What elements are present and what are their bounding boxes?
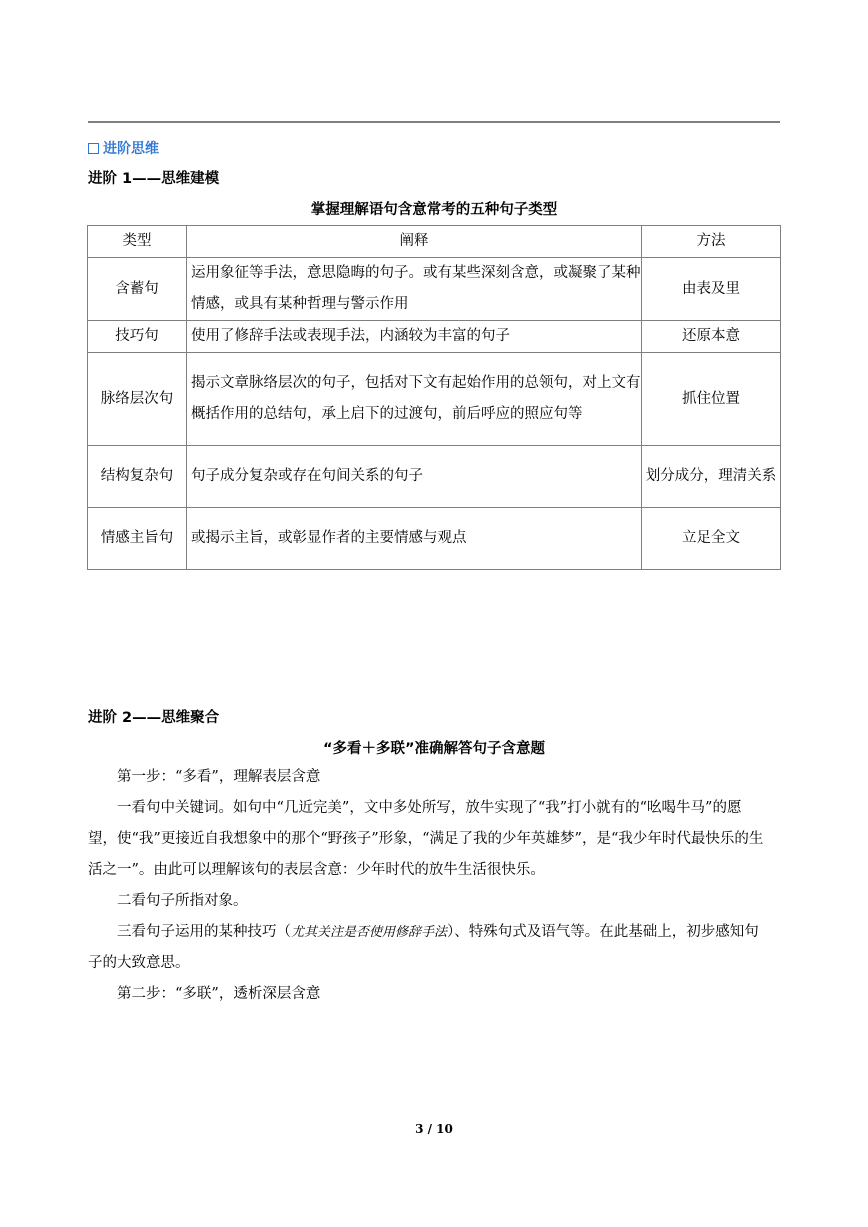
- cell-method: 还原本意: [642, 321, 781, 353]
- cell-desc: 揭示文章脉络层次的句子，包括对下文有起始作用的总领句，对上文有概括作用的总结句，承上启下的过渡句，前后呼应的照应句等: [187, 353, 642, 446]
- page-number: 3 / 10: [415, 1122, 453, 1136]
- cell-type: 结构复杂句: [88, 446, 187, 508]
- paragraph-object: 二看句子所指对象。: [117, 893, 248, 909]
- sub-title: “多看＋多联”准确解答句子含意题: [322, 741, 546, 757]
- table-header-row: [88, 226, 781, 258]
- table-row: [88, 446, 781, 508]
- paragraph-technique: [88, 917, 770, 979]
- paragraph-step2: 第二步：“多联”，透析深层含意: [117, 986, 321, 1002]
- cell-method: 抓住位置: [642, 353, 781, 446]
- table-row: [88, 321, 781, 353]
- level1-heading: 进阶 1——思维建模: [88, 171, 220, 187]
- cell-type: 情感主旨句: [88, 508, 187, 570]
- cell-desc: 运用象征等手法，意思隐晦的句子。或有某些深刻含意，或凝聚了某种情感，或具有某种哲理与警示作用: [187, 258, 642, 321]
- sentence-types-table: [87, 225, 781, 570]
- header-desc: 阐释: [187, 226, 642, 258]
- cell-method: 立足全文: [642, 508, 781, 570]
- level2-heading: 进阶 2——思维聚合: [88, 710, 220, 726]
- technique-note: 尤其关注是否使用修辞手法: [291, 925, 448, 940]
- cell-method: 由表及里: [642, 258, 781, 321]
- body-text: [88, 762, 770, 1010]
- cell-type: 技巧句: [88, 321, 187, 353]
- cell-desc: 句子成分复杂或存在句间关系的句子: [187, 446, 642, 508]
- header-type: 类型: [88, 226, 187, 258]
- table-row: [88, 353, 781, 446]
- checkbox-icon: [88, 143, 99, 154]
- paragraph-step1: 第一步：“多看”，理解表层含意: [117, 769, 321, 785]
- header-rule: [88, 121, 780, 123]
- table-title: 掌握理解语句含意常考的五种句子类型: [310, 202, 558, 218]
- section-tag: [88, 138, 159, 158]
- cell-type: 含蓄句: [88, 258, 187, 321]
- section-tag-label: 进阶思维: [103, 141, 159, 157]
- technique-text-pre: 三看句子运用的某种技巧（: [117, 924, 291, 940]
- cell-desc: 使用了修辞手法或表现手法，内涵较为丰富的句子: [187, 321, 642, 353]
- cell-method: 划分成分，理清关系: [642, 446, 781, 508]
- cell-desc: 或揭示主旨，或彰显作者的主要情感与观点: [187, 508, 642, 570]
- paragraph-keywords: 一看句中关键词。如句中“几近完美”，文中多处所写，放牛实现了“我”打小就有的“吆喝牛马”的愿望，使“我”更接近自我想象中的那个“野孩子”形象，“满足了我的少年英雄梦”，是“我少年时代最快乐的生活之一”。由此可以理解该句的表层含意：少年时代的放牛生活很快乐。: [88, 800, 764, 878]
- header-method: 方法: [642, 226, 781, 258]
- table-row: [88, 258, 781, 321]
- table-row: [88, 508, 781, 570]
- cell-type: 脉络层次句: [88, 353, 187, 446]
- technique-text-post: ）、特殊句式及语气等。在此基础上，初步感知句子的大致意思。: [88, 924, 759, 971]
